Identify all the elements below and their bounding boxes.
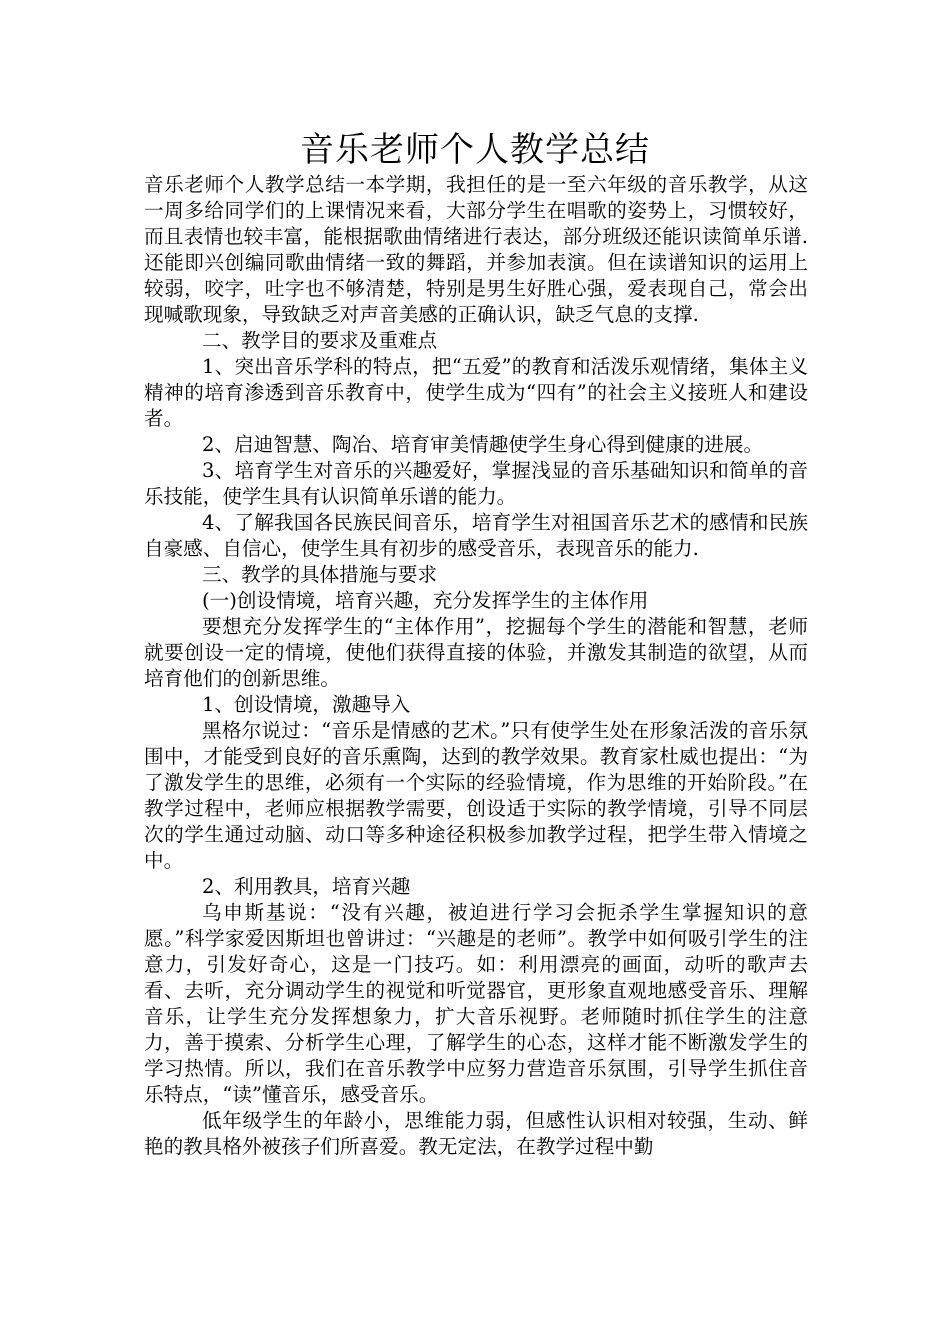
item-heading-1: 1、创设情境，激趣导入	[202, 693, 411, 716]
paragraph-young-students: 低年级学生的年龄小，思维能力弱，但感性认识相对较强，生动、鲜艳的教具格外被孩子们所喜爱。教无定法，在教学过程中勤	[144, 1109, 808, 1158]
paragraph-goal-4: 4、了解我国各民族民间音乐，培育学生对祖国音乐艺术的感情和民族自豪感、自信心，使学生具有初步的感受音乐，表现音乐的能力.	[144, 511, 808, 560]
section-heading-3: 三、教学的具体措施与要求	[202, 563, 438, 586]
paragraph-ushinsky: 乌申斯基说：“没有兴趣，被迫进行学习会扼杀学生掌握知识的意愿。”科学家爱因斯坦也曾讲过：“兴趣是的老师”。教学中如何吸引学生的注意力，引发好奇心，这是一门技巧。如：利用漂亮的画面，动听的歌声去看、去听，充分调动学生的视觉和听觉器官，更形象直观地感受音乐、理解音乐，让学生充分发挥想象力，扩大音乐视野。老师随时抓住学生的注意力，善于摸索、分析学生心理，了解学生的心态，这样才能不断激发学生的学习热情。所以，我们在音乐教学中应努力营造音乐氛围，引导学生抓住音乐特点，“读”懂音乐，感受音乐。	[144, 901, 808, 1106]
document-title: 音乐老师个人教学总结	[300, 130, 650, 170]
paragraph-subject-role: 要想充分发挥学生的“主体作用”，挖掘每个学生的潜能和智慧，老师就要创设一定的情境，使他们获得直接的体验，并激发其制造的欲望，从而培育他们的创新思维。	[144, 615, 808, 690]
paragraph-intro: 音乐老师个人教学总结一本学期，我担任的是一至六年级的音乐教学，从这一周多给同学们的上课情况来看，大部分学生在唱歌的姿势上，习惯较好，而且表情也较丰富，能根据歌曲情绪进行表达，部分班级还能识读简单乐谱.还能即兴创编同歌曲情绪一致的舞蹈，并参加表演。但在读谱知识的运用上较弱，咬字，吐字也不够清楚，特别是男生好胜心强，爱表现自己，常会出现喊歌现象，导致缺乏对声音美感的正确认识，缺乏气息的支撑.	[144, 173, 808, 326]
paragraph-goal-2: 2、启迪智慧、陶冶、培育审美情趣使学生身心得到健康的进展。	[202, 433, 764, 456]
paragraph-hegel: 黑格尔说过：“音乐是情感的艺术。”只有使学生处在形象活泼的音乐氛围中，才能受到良好的音乐熏陶，达到的教学效果。教育家杜威也提出：“为了激发学生的思维，必须有一个实际的经验情境，作为思维的开始阶段。”在教学过程中，老师应根据教学需要，创设适于实际的教学情境，引导不同层次的学生通过动脑、动口等多种途径积极参加教学过程，把学生带入情境之中。	[144, 719, 808, 872]
section-heading-2: 二、教学目的要求及重难点	[202, 329, 438, 352]
subsection-heading-1: (一)创设情境，培育兴趣，充分发挥学生的主体作用	[202, 589, 649, 612]
paragraph-goal-1: 1、突出音乐学科的特点，把“五爱”的教育和活泼乐观情绪，集体主义精神的培育渗透到音乐教育中，使学生成为“四有”的社会主义接班人和建设者。	[144, 355, 808, 430]
document-body	[144, 172, 808, 1160]
item-heading-2: 2、利用教具，培育兴趣	[202, 875, 411, 898]
paragraph-goal-3: 3、培育学生对音乐的兴趣爱好，掌握浅显的音乐基础知识和简单的音乐技能，使学生具有认识简单乐谱的能力。	[144, 459, 808, 508]
